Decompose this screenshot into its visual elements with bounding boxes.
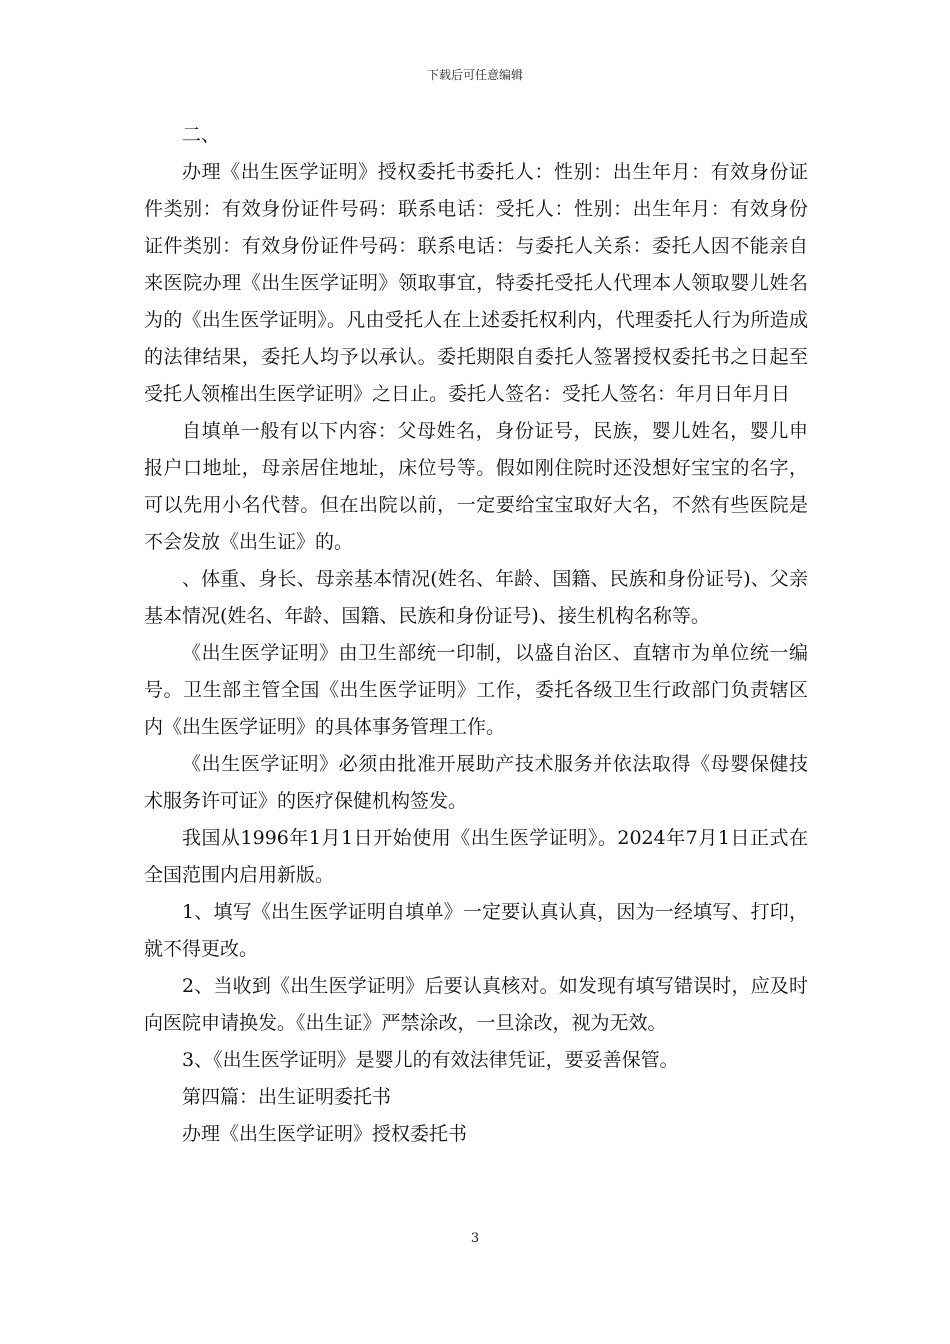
paragraph-chapter-heading: 第四篇：出生证明委托书: [182, 1086, 392, 1108]
paragraph-parent-information: 、体重、身长、母亲基本情况(姓名、年龄、国籍、民族和身份证号)、父亲基本情况(姓名、年龄、国籍、民族和身份证号)、接生机构名称等。: [144, 568, 808, 627]
page-number: 3: [470, 1231, 480, 1246]
paragraph-section-number: 二、: [182, 124, 221, 146]
paragraph-usage-dates: 我国从1996年1月1日开始使用《出生医学证明》。2024年7月1日正式在全国范围内启用新版。: [144, 827, 808, 886]
document-body: [144, 117, 808, 1153]
paragraph-printing-numbering: 《出生医学证明》由卫生部统一印制，以盛自治区、直辖市为单位统一编号。卫生部主管全国《出生医学证明》工作，委托各级卫生行政部门负责辖区内《出生医学证明》的具体事务管理工作。: [144, 642, 808, 738]
header-note: 下载后可任意编辑: [426, 68, 523, 82]
paragraph-note-3: 3、《出生医学证明》是婴儿的有效法律凭证，要妥善保管。: [182, 1049, 679, 1071]
paragraph-self-filled-form: 自填单一般有以下内容：父母姓名，身份证号，民族，婴儿姓名，婴儿申报户口地址，母亲居住地址，床位号等。假如刚住院时还没想好宝宝的名字，可以先用小名代替。但在出院以前，一定要给宝宝取好大名，不然有些医院是不会发放《出生证》的。: [144, 420, 808, 553]
paragraph-letter-title: 办理《出生医学证明》授权委托书: [182, 1123, 468, 1145]
paragraph-note-1: 1、填写《出生医学证明自填单》一定要认真认真，因为一经填写、打印，就不得更改。: [144, 901, 808, 960]
paragraph-note-2: 2、当收到《出生医学证明》后要认真核对。如发现有填写错误时，应及时向医院申请换发。《出生证》严禁涂改，一旦涂改，视为无效。: [144, 975, 808, 1034]
paragraph-issuing-institution: 《出生医学证明》必须由批准开展助产技术服务并依法取得《母婴保健技术服务许可证》的医疗保健机构签发。: [144, 753, 808, 812]
paragraph-authorization-letter: 办理《出生医学证明》授权委托书委托人：性别：出生年月：有效身份证件类别：有效身份证件号码：联系电话：受托人：性别：出生年月：有效身份证件类别：有效身份证件号码：联系电话：与委托人关系：委托人因不能亲自来医院办理《出生医学证明》领取事宜，特委托受托人代理本人领取婴儿姓名为的《出生医学证明》。凡由受托人在上述委托权利内，代理委托人行为所造成的法律结果，委托人均予以承认。委托期限自委托人签署授权委托书之日起至受托人领榷出生医学证明》之日止。委托人签名：受托人签名：年月日年月日: [144, 161, 808, 405]
